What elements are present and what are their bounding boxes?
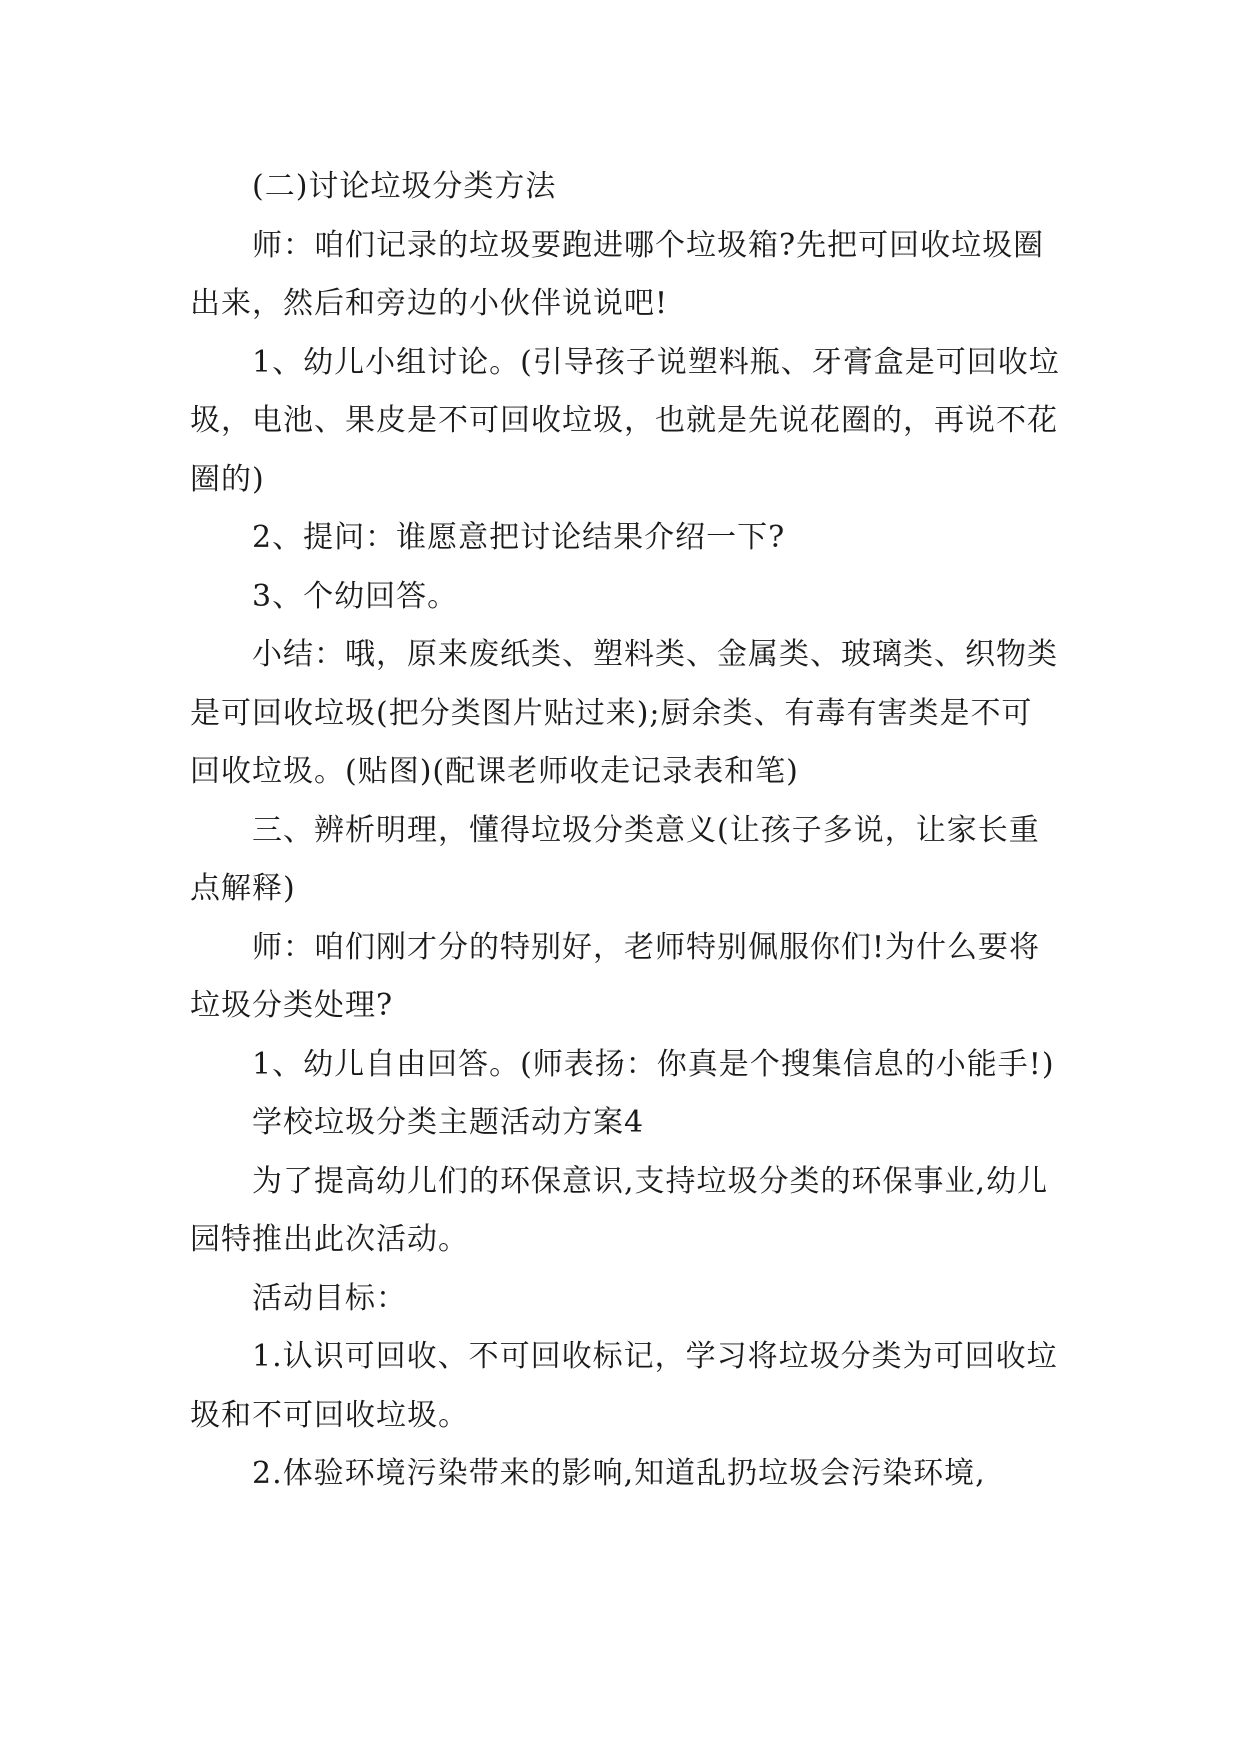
paragraph-section-heading: (二)讨论垃圾分类方法 xyxy=(252,169,557,204)
paragraph-group-discussion: 1、幼儿小组讨论。(引导孩子说塑料瓶、牙膏盒是可回收垃圾，电池、果皮是不可回收垃圾，也就是先说花圈的，再说不花圈的) xyxy=(190,344,1060,497)
paragraph-goal-1: 1.认识可回收、不可回收标记，学习将垃圾分类为可回收垃圾和不可回收垃圾。 xyxy=(190,1339,1058,1433)
paragraph-teacher-question: 师：咱们记录的垃圾要跑进哪个垃圾箱?先把可回收垃圾圈出来，然后和旁边的小伙伴说说吧! xyxy=(190,227,1045,321)
paragraph-section-three: 三、辨析明理，懂得垃圾分类意义(让孩子多说，让家长重点解释) xyxy=(190,812,1040,906)
paragraph-free-answer: 1、幼儿自由回答。(师表扬：你真是个搜集信息的小能手!) xyxy=(252,1046,1055,1082)
paragraph-goals-heading: 活动目标： xyxy=(252,1280,407,1316)
paragraph-teacher-praise: 师：咱们刚才分的特别好，老师特别佩服你们!为什么要将垃圾分类处理? xyxy=(190,929,1041,1023)
paragraph-goal-2: 2.体验环境污染带来的影响,知道乱扔垃圾会污染环境, xyxy=(252,1456,986,1491)
paragraph-question: 2、提问：谁愿意把讨论结果介绍一下? xyxy=(252,520,786,555)
paragraph-plan-title: 学校垃圾分类主题活动方案4 xyxy=(252,1105,645,1140)
paragraph-individual-answer: 3、个幼回答。 xyxy=(252,578,459,614)
paragraph-intro: 为了提高幼儿们的环保意识,支持垃圾分类的环保事业,幼儿园特推出此次活动。 xyxy=(190,1163,1049,1257)
paragraph-summary: 小结：哦，原来废纸类、塑料类、金属类、玻璃类、织物类是可回收垃圾(把分类图片贴过来);厨余类、有毒有害类是不可回收垃圾。(贴图)(配课老师收走记录表和笔) xyxy=(190,637,1058,789)
document-body xyxy=(190,158,1060,1504)
